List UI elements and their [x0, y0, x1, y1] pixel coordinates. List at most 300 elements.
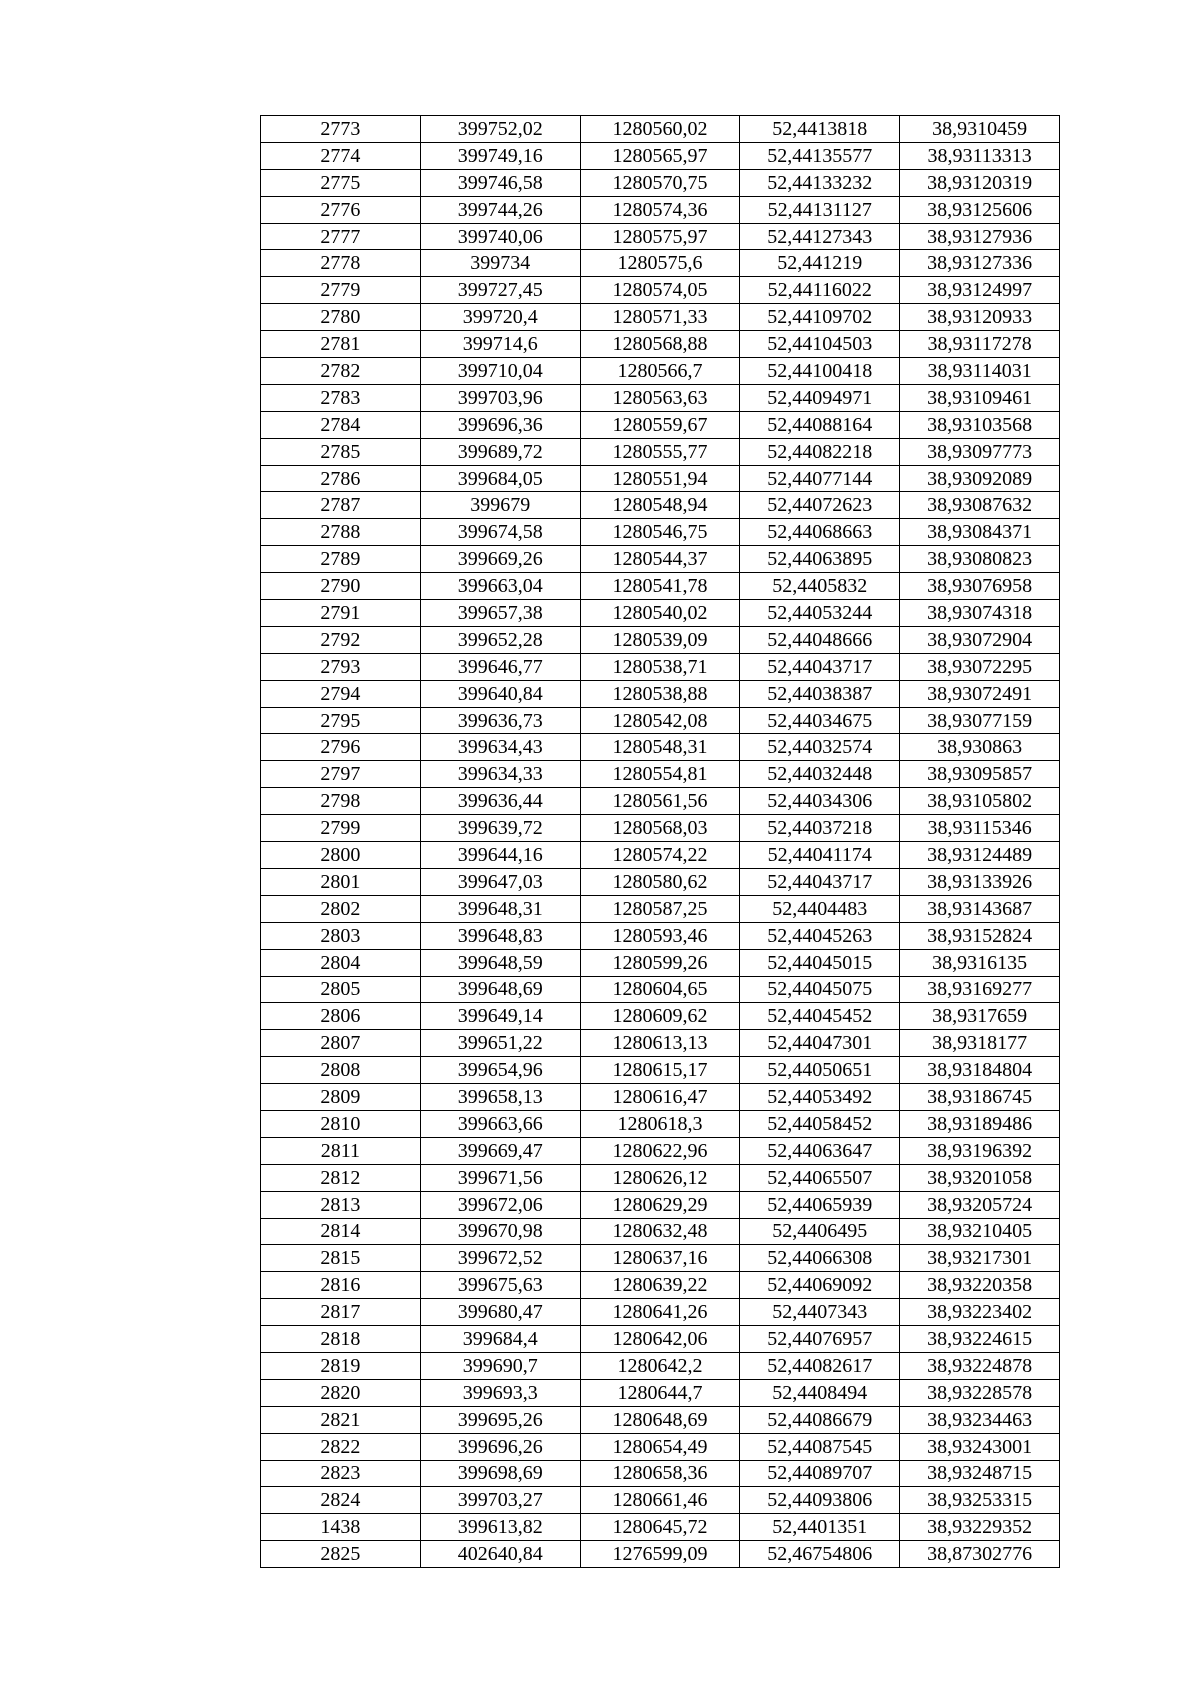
table-row [261, 707, 1060, 734]
y-coordinate-cell: 1280599,26 [580, 949, 740, 976]
longitude-cell: 38,93253315 [900, 1487, 1060, 1514]
latitude-cell: 52,44077144 [740, 465, 900, 492]
longitude-cell: 38,93120933 [900, 304, 1060, 331]
point-number-cell: 2824 [261, 1487, 421, 1514]
y-coordinate-cell: 1280618,3 [580, 1110, 740, 1137]
x-coordinate-cell: 399714,6 [420, 331, 580, 358]
point-number-cell: 2800 [261, 842, 421, 869]
latitude-cell: 52,44053492 [740, 1084, 900, 1111]
point-number-cell: 2785 [261, 438, 421, 465]
x-coordinate-cell: 399684,05 [420, 465, 580, 492]
x-coordinate-cell: 399654,96 [420, 1057, 580, 1084]
point-number-cell: 2775 [261, 169, 421, 196]
point-number-cell: 2811 [261, 1137, 421, 1164]
point-number-cell: 2797 [261, 761, 421, 788]
latitude-cell: 52,44050651 [740, 1057, 900, 1084]
point-number-cell: 2781 [261, 331, 421, 358]
y-coordinate-cell: 1280548,94 [580, 492, 740, 519]
x-coordinate-cell: 399649,14 [420, 1003, 580, 1030]
longitude-cell: 38,9316135 [900, 949, 1060, 976]
longitude-cell: 38,93143687 [900, 895, 1060, 922]
table-row [261, 1003, 1060, 1030]
y-coordinate-cell: 1280560,02 [580, 116, 740, 143]
x-coordinate-cell: 399639,72 [420, 815, 580, 842]
latitude-cell: 52,44043717 [740, 653, 900, 680]
table-row [261, 1460, 1060, 1487]
table-row [261, 922, 1060, 949]
point-number-cell: 2825 [261, 1541, 421, 1568]
x-coordinate-cell: 399672,06 [420, 1191, 580, 1218]
y-coordinate-cell: 1280554,81 [580, 761, 740, 788]
y-coordinate-cell: 1280539,09 [580, 626, 740, 653]
longitude-cell: 38,93152824 [900, 922, 1060, 949]
x-coordinate-cell: 399671,56 [420, 1164, 580, 1191]
y-coordinate-cell: 1280613,13 [580, 1030, 740, 1057]
point-number-cell: 2787 [261, 492, 421, 519]
table-row [261, 304, 1060, 331]
point-number-cell: 2799 [261, 815, 421, 842]
latitude-cell: 52,44043717 [740, 868, 900, 895]
x-coordinate-cell: 399749,16 [420, 142, 580, 169]
x-coordinate-cell: 399690,7 [420, 1352, 580, 1379]
point-number-cell: 2790 [261, 573, 421, 600]
latitude-cell: 52,44109702 [740, 304, 900, 331]
table-row [261, 196, 1060, 223]
longitude-cell: 38,93229352 [900, 1514, 1060, 1541]
point-number-cell: 2792 [261, 626, 421, 653]
x-coordinate-cell: 399710,04 [420, 358, 580, 385]
latitude-cell: 52,44094971 [740, 384, 900, 411]
x-coordinate-cell: 399652,28 [420, 626, 580, 653]
latitude-cell: 52,44082617 [740, 1352, 900, 1379]
latitude-cell: 52,44034675 [740, 707, 900, 734]
table-row [261, 331, 1060, 358]
y-coordinate-cell: 1280568,88 [580, 331, 740, 358]
longitude-cell: 38,93201058 [900, 1164, 1060, 1191]
y-coordinate-cell: 1280629,29 [580, 1191, 740, 1218]
table-row [261, 949, 1060, 976]
latitude-cell: 52,44047301 [740, 1030, 900, 1057]
point-number-cell: 2809 [261, 1084, 421, 1111]
table-row [261, 492, 1060, 519]
table-row [261, 976, 1060, 1003]
point-number-cell: 2788 [261, 519, 421, 546]
latitude-cell: 52,44045015 [740, 949, 900, 976]
latitude-cell: 52,44045075 [740, 976, 900, 1003]
longitude-cell: 38,9318177 [900, 1030, 1060, 1057]
table-row [261, 1110, 1060, 1137]
x-coordinate-cell: 399752,02 [420, 116, 580, 143]
longitude-cell: 38,93092089 [900, 465, 1060, 492]
y-coordinate-cell: 1280555,77 [580, 438, 740, 465]
longitude-cell: 38,93127936 [900, 223, 1060, 250]
x-coordinate-cell: 399636,44 [420, 788, 580, 815]
x-coordinate-cell: 399703,27 [420, 1487, 580, 1514]
x-coordinate-cell: 399613,82 [420, 1514, 580, 1541]
x-coordinate-cell: 399648,31 [420, 895, 580, 922]
y-coordinate-cell: 1280615,17 [580, 1057, 740, 1084]
table-row [261, 734, 1060, 761]
latitude-cell: 52,44072623 [740, 492, 900, 519]
longitude-cell: 38,93080823 [900, 546, 1060, 573]
y-coordinate-cell: 1280561,56 [580, 788, 740, 815]
y-coordinate-cell: 1280544,37 [580, 546, 740, 573]
latitude-cell: 52,44069092 [740, 1272, 900, 1299]
longitude-cell: 38,93120319 [900, 169, 1060, 196]
point-number-cell: 2803 [261, 922, 421, 949]
point-number-cell: 2786 [261, 465, 421, 492]
y-coordinate-cell: 1280616,47 [580, 1084, 740, 1111]
longitude-cell: 38,93117278 [900, 331, 1060, 358]
y-coordinate-cell: 1280538,88 [580, 680, 740, 707]
x-coordinate-cell: 399640,84 [420, 680, 580, 707]
latitude-cell: 52,44066308 [740, 1245, 900, 1272]
longitude-cell: 38,93077159 [900, 707, 1060, 734]
y-coordinate-cell: 1280541,78 [580, 573, 740, 600]
point-number-cell: 2774 [261, 142, 421, 169]
latitude-cell: 52,44034306 [740, 788, 900, 815]
latitude-cell: 52,44135577 [740, 142, 900, 169]
table-row [261, 1030, 1060, 1057]
y-coordinate-cell: 1280622,96 [580, 1137, 740, 1164]
latitude-cell: 52,44104503 [740, 331, 900, 358]
table-row [261, 1191, 1060, 1218]
table-row [261, 1245, 1060, 1272]
table-row [261, 277, 1060, 304]
y-coordinate-cell: 1280645,72 [580, 1514, 740, 1541]
latitude-cell: 52,46754806 [740, 1541, 900, 1568]
y-coordinate-cell: 1280642,2 [580, 1352, 740, 1379]
latitude-cell: 52,44086679 [740, 1406, 900, 1433]
point-number-cell: 2814 [261, 1218, 421, 1245]
y-coordinate-cell: 1280644,7 [580, 1379, 740, 1406]
longitude-cell: 38,93205724 [900, 1191, 1060, 1218]
longitude-cell: 38,93184804 [900, 1057, 1060, 1084]
x-coordinate-cell: 399670,98 [420, 1218, 580, 1245]
table-row [261, 169, 1060, 196]
point-number-cell: 2813 [261, 1191, 421, 1218]
x-coordinate-cell: 399720,4 [420, 304, 580, 331]
longitude-cell: 38,93248715 [900, 1460, 1060, 1487]
longitude-cell: 38,93105802 [900, 788, 1060, 815]
point-number-cell: 2780 [261, 304, 421, 331]
longitude-cell: 38,93072295 [900, 653, 1060, 680]
latitude-cell: 52,44041174 [740, 842, 900, 869]
longitude-cell: 38,93124997 [900, 277, 1060, 304]
longitude-cell: 38,93124489 [900, 842, 1060, 869]
table-row [261, 546, 1060, 573]
longitude-cell: 38,93210405 [900, 1218, 1060, 1245]
point-number-cell: 2783 [261, 384, 421, 411]
x-coordinate-cell: 399696,26 [420, 1433, 580, 1460]
y-coordinate-cell: 1280580,62 [580, 868, 740, 895]
point-number-cell: 2819 [261, 1352, 421, 1379]
x-coordinate-cell: 399740,06 [420, 223, 580, 250]
longitude-cell: 38,93095857 [900, 761, 1060, 788]
latitude-cell: 52,44048666 [740, 626, 900, 653]
table-row [261, 1487, 1060, 1514]
table-row [261, 1272, 1060, 1299]
point-number-cell: 1438 [261, 1514, 421, 1541]
point-number-cell: 2808 [261, 1057, 421, 1084]
point-number-cell: 2773 [261, 116, 421, 143]
y-coordinate-cell: 1280574,05 [580, 277, 740, 304]
point-number-cell: 2801 [261, 868, 421, 895]
longitude-cell: 38,93243001 [900, 1433, 1060, 1460]
longitude-cell: 38,93169277 [900, 976, 1060, 1003]
longitude-cell: 38,93115346 [900, 815, 1060, 842]
x-coordinate-cell: 399684,4 [420, 1326, 580, 1353]
table-row [261, 1057, 1060, 1084]
table-row [261, 358, 1060, 385]
table-row [261, 842, 1060, 869]
table-row [261, 1164, 1060, 1191]
table-row [261, 1299, 1060, 1326]
point-number-cell: 2795 [261, 707, 421, 734]
x-coordinate-cell: 399648,59 [420, 949, 580, 976]
y-coordinate-cell: 1280540,02 [580, 600, 740, 627]
y-coordinate-cell: 1280565,97 [580, 142, 740, 169]
x-coordinate-cell: 399657,38 [420, 600, 580, 627]
table-row [261, 250, 1060, 277]
table-row [261, 815, 1060, 842]
longitude-cell: 38,93189486 [900, 1110, 1060, 1137]
y-coordinate-cell: 1280632,48 [580, 1218, 740, 1245]
point-number-cell: 2793 [261, 653, 421, 680]
longitude-cell: 38,9317659 [900, 1003, 1060, 1030]
table-row [261, 384, 1060, 411]
y-coordinate-cell: 1280626,12 [580, 1164, 740, 1191]
x-coordinate-cell: 399734 [420, 250, 580, 277]
x-coordinate-cell: 399669,26 [420, 546, 580, 573]
x-coordinate-cell: 399675,63 [420, 1272, 580, 1299]
longitude-cell: 38,93103568 [900, 411, 1060, 438]
y-coordinate-cell: 1280551,94 [580, 465, 740, 492]
x-coordinate-cell: 399698,69 [420, 1460, 580, 1487]
y-coordinate-cell: 1280566,7 [580, 358, 740, 385]
point-number-cell: 2822 [261, 1433, 421, 1460]
x-coordinate-cell: 399696,36 [420, 411, 580, 438]
longitude-cell: 38,93097773 [900, 438, 1060, 465]
table-row [261, 223, 1060, 250]
latitude-cell: 52,44032574 [740, 734, 900, 761]
table-row [261, 788, 1060, 815]
latitude-cell: 52,4404483 [740, 895, 900, 922]
point-number-cell: 2791 [261, 600, 421, 627]
table-row [261, 761, 1060, 788]
latitude-cell: 52,4407343 [740, 1299, 900, 1326]
point-number-cell: 2802 [261, 895, 421, 922]
table-row [261, 142, 1060, 169]
point-number-cell: 2806 [261, 1003, 421, 1030]
table-row [261, 411, 1060, 438]
point-number-cell: 2796 [261, 734, 421, 761]
longitude-cell: 38,93114031 [900, 358, 1060, 385]
y-coordinate-cell: 1280563,63 [580, 384, 740, 411]
y-coordinate-cell: 1280570,75 [580, 169, 740, 196]
latitude-cell: 52,44116022 [740, 277, 900, 304]
longitude-cell: 38,93084371 [900, 519, 1060, 546]
table-row [261, 868, 1060, 895]
latitude-cell: 52,44045452 [740, 1003, 900, 1030]
latitude-cell: 52,4406495 [740, 1218, 900, 1245]
y-coordinate-cell: 1280642,06 [580, 1326, 740, 1353]
latitude-cell: 52,44093806 [740, 1487, 900, 1514]
table-row [261, 1326, 1060, 1353]
x-coordinate-cell: 402640,84 [420, 1541, 580, 1568]
latitude-cell: 52,44082218 [740, 438, 900, 465]
latitude-cell: 52,44065507 [740, 1164, 900, 1191]
longitude-cell: 38,93076958 [900, 573, 1060, 600]
latitude-cell: 52,44053244 [740, 600, 900, 627]
latitude-cell: 52,44037218 [740, 815, 900, 842]
table-row [261, 465, 1060, 492]
longitude-cell: 38,93234463 [900, 1406, 1060, 1433]
point-number-cell: 2782 [261, 358, 421, 385]
longitude-cell: 38,93224615 [900, 1326, 1060, 1353]
x-coordinate-cell: 399746,58 [420, 169, 580, 196]
latitude-cell: 52,44068663 [740, 519, 900, 546]
point-number-cell: 2776 [261, 196, 421, 223]
longitude-cell: 38,93223402 [900, 1299, 1060, 1326]
point-number-cell: 2794 [261, 680, 421, 707]
point-number-cell: 2779 [261, 277, 421, 304]
point-number-cell: 2807 [261, 1030, 421, 1057]
longitude-cell: 38,87302776 [900, 1541, 1060, 1568]
longitude-cell: 38,93074318 [900, 600, 1060, 627]
table-row [261, 1541, 1060, 1568]
point-number-cell: 2798 [261, 788, 421, 815]
table-row [261, 626, 1060, 653]
y-coordinate-cell: 1280639,22 [580, 1272, 740, 1299]
x-coordinate-cell: 399695,26 [420, 1406, 580, 1433]
latitude-cell: 52,44088164 [740, 411, 900, 438]
table-row [261, 600, 1060, 627]
longitude-cell: 38,93072491 [900, 680, 1060, 707]
latitude-cell: 52,4401351 [740, 1514, 900, 1541]
y-coordinate-cell: 1280559,67 [580, 411, 740, 438]
x-coordinate-cell: 399648,69 [420, 976, 580, 1003]
table-row [261, 1514, 1060, 1541]
y-coordinate-cell: 1280568,03 [580, 815, 740, 842]
latitude-cell: 52,4405832 [740, 573, 900, 600]
y-coordinate-cell: 1280637,16 [580, 1245, 740, 1272]
longitude-cell: 38,93220358 [900, 1272, 1060, 1299]
y-coordinate-cell: 1280604,65 [580, 976, 740, 1003]
latitude-cell: 52,44076957 [740, 1326, 900, 1353]
table-row [261, 1218, 1060, 1245]
point-number-cell: 2805 [261, 976, 421, 1003]
point-number-cell: 2821 [261, 1406, 421, 1433]
point-number-cell: 2816 [261, 1272, 421, 1299]
longitude-cell: 38,93217301 [900, 1245, 1060, 1272]
latitude-cell: 52,44063895 [740, 546, 900, 573]
longitude-cell: 38,930863 [900, 734, 1060, 761]
x-coordinate-cell: 399644,16 [420, 842, 580, 869]
y-coordinate-cell: 1280575,6 [580, 250, 740, 277]
longitude-cell: 38,93113313 [900, 142, 1060, 169]
x-coordinate-cell: 399727,45 [420, 277, 580, 304]
x-coordinate-cell: 399647,03 [420, 868, 580, 895]
point-number-cell: 2777 [261, 223, 421, 250]
longitude-cell: 38,93186745 [900, 1084, 1060, 1111]
y-coordinate-cell: 1280574,22 [580, 842, 740, 869]
point-number-cell: 2820 [261, 1379, 421, 1406]
point-number-cell: 2810 [261, 1110, 421, 1137]
longitude-cell: 38,93133926 [900, 868, 1060, 895]
point-number-cell: 2818 [261, 1326, 421, 1353]
y-coordinate-cell: 1280648,69 [580, 1406, 740, 1433]
x-coordinate-cell: 399663,04 [420, 573, 580, 600]
y-coordinate-cell: 1280571,33 [580, 304, 740, 331]
table-row [261, 1352, 1060, 1379]
latitude-cell: 52,44045263 [740, 922, 900, 949]
x-coordinate-cell: 399669,47 [420, 1137, 580, 1164]
table-row [261, 1379, 1060, 1406]
x-coordinate-cell: 399680,47 [420, 1299, 580, 1326]
table-row [261, 1084, 1060, 1111]
table-row [261, 438, 1060, 465]
longitude-cell: 38,93072904 [900, 626, 1060, 653]
x-coordinate-cell: 399663,66 [420, 1110, 580, 1137]
y-coordinate-cell: 1280587,25 [580, 895, 740, 922]
x-coordinate-cell: 399689,72 [420, 438, 580, 465]
longitude-cell: 38,93228578 [900, 1379, 1060, 1406]
x-coordinate-cell: 399646,77 [420, 653, 580, 680]
coordinates-table [260, 115, 1060, 1568]
y-coordinate-cell: 1280546,75 [580, 519, 740, 546]
latitude-cell: 52,44087545 [740, 1433, 900, 1460]
point-number-cell: 2823 [261, 1460, 421, 1487]
x-coordinate-cell: 399634,33 [420, 761, 580, 788]
y-coordinate-cell: 1280574,36 [580, 196, 740, 223]
y-coordinate-cell: 1280641,26 [580, 1299, 740, 1326]
y-coordinate-cell: 1280538,71 [580, 653, 740, 680]
table-row [261, 1406, 1060, 1433]
y-coordinate-cell: 1280654,49 [580, 1433, 740, 1460]
table-row [261, 680, 1060, 707]
coordinates-table-body [261, 116, 1060, 1568]
latitude-cell: 52,44131127 [740, 196, 900, 223]
table-row [261, 653, 1060, 680]
table-row [261, 1433, 1060, 1460]
x-coordinate-cell: 399634,43 [420, 734, 580, 761]
latitude-cell: 52,441219 [740, 250, 900, 277]
x-coordinate-cell: 399703,96 [420, 384, 580, 411]
point-number-cell: 2815 [261, 1245, 421, 1272]
point-number-cell: 2812 [261, 1164, 421, 1191]
longitude-cell: 38,93087632 [900, 492, 1060, 519]
latitude-cell: 52,44058452 [740, 1110, 900, 1137]
latitude-cell: 52,44032448 [740, 761, 900, 788]
table-row [261, 1137, 1060, 1164]
x-coordinate-cell: 399658,13 [420, 1084, 580, 1111]
latitude-cell: 52,44127343 [740, 223, 900, 250]
longitude-cell: 38,93125606 [900, 196, 1060, 223]
longitude-cell: 38,93127336 [900, 250, 1060, 277]
point-number-cell: 2817 [261, 1299, 421, 1326]
y-coordinate-cell: 1280548,31 [580, 734, 740, 761]
table-row [261, 519, 1060, 546]
point-number-cell: 2778 [261, 250, 421, 277]
point-number-cell: 2804 [261, 949, 421, 976]
point-number-cell: 2784 [261, 411, 421, 438]
x-coordinate-cell: 399648,83 [420, 922, 580, 949]
longitude-cell: 38,9310459 [900, 116, 1060, 143]
latitude-cell: 52,44089707 [740, 1460, 900, 1487]
latitude-cell: 52,44065939 [740, 1191, 900, 1218]
latitude-cell: 52,4413818 [740, 116, 900, 143]
